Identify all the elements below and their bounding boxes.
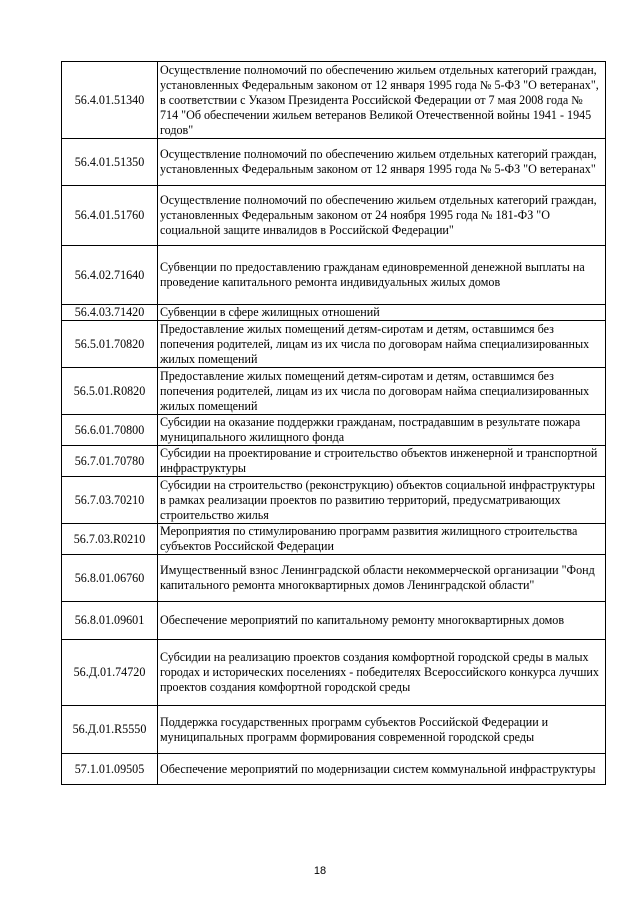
table-row — [62, 246, 606, 305]
classification-code: 56.4.03.71420 — [62, 305, 158, 321]
classification-code: 56.7.03.70210 — [62, 477, 158, 524]
table-row — [62, 305, 606, 321]
classification-code: 56.4.01.51350 — [62, 139, 158, 186]
classification-description: Осуществление полномочий по обеспечению жильем отдельных категорий граждан, установленных Федеральным законом от 12 января 1995 года № 5-ФЗ "О ветеранах", в соответствии с Указом Президента Российской Федерации от 7 мая 2008 года № 714 "Об обеспечении жильем ветеранов Великой Отечественной войны 1941 - 1945 годов" — [158, 62, 606, 139]
classification-description: Субсидии на строительство (реконструкцию) объектов социальной инфраструктуры в рамках реализации проектов по развитию территорий, предусматривающих строительство жилья — [158, 477, 606, 524]
table-row — [62, 446, 606, 477]
classification-description: Осуществление полномочий по обеспечению жильем отдельных категорий граждан, установленных Федеральным законом от 12 января 1995 года № 5-ФЗ "О ветеранах" — [158, 139, 606, 186]
classification-code: 56.Д.01.74720 — [62, 640, 158, 706]
table-row — [62, 368, 606, 415]
table-row — [62, 555, 606, 602]
page-number: 18 — [313, 865, 327, 877]
table-row — [62, 62, 606, 139]
classification-code: 56.4.01.51760 — [62, 186, 158, 246]
classification-code: 56.4.01.51340 — [62, 62, 158, 139]
classification-description: Предоставление жилых помещений детям-сиротам и детям, оставшимся без попечения родителей, лицам из их числа по договорам найма специализированных жилых помещений — [158, 321, 606, 368]
table-row — [62, 139, 606, 186]
classification-description: Субсидии на оказание поддержки гражданам, пострадавшим в результате пожара муниципального жилищного фонда — [158, 415, 606, 446]
classification-code: 56.5.01.R0820 — [62, 368, 158, 415]
table-row — [62, 754, 606, 785]
classification-description: Предоставление жилых помещений детям-сиротам и детям, оставшимся без попечения родителей, лицам из их числа по договорам найма специализированных жилых помещений — [158, 368, 606, 415]
classification-description: Имущественный взнос Ленинградской области некоммерческой организации "Фонд капитального ремонта многоквартирных домов Ленинградской области" — [158, 555, 606, 602]
classification-code: 56.6.01.70800 — [62, 415, 158, 446]
classification-description: Поддержка государственных программ субъектов Российской Федерации и муниципальных программ формирования современной городской среды — [158, 706, 606, 754]
classification-description: Субсидии на проектирование и строительство объектов инженерной и транспортной инфраструктуры — [158, 446, 606, 477]
table-row — [62, 186, 606, 246]
table-row — [62, 321, 606, 368]
classification-description: Обеспечение мероприятий по капитальному ремонту многоквартирных домов — [158, 602, 606, 640]
table-row — [62, 640, 606, 706]
classification-description: Обеспечение мероприятий по модернизации систем коммунальной инфраструктуры — [158, 754, 606, 785]
classification-code: 56.8.01.06760 — [62, 555, 158, 602]
classification-code: 56.Д.01.R5550 — [62, 706, 158, 754]
classification-code: 56.7.01.70780 — [62, 446, 158, 477]
classification-code: 56.5.01.70820 — [62, 321, 158, 368]
classification-description: Субвенции в сфере жилищных отношений — [158, 305, 606, 321]
table-row — [62, 524, 606, 555]
classification-description: Мероприятия по стимулированию программ развития жилищного строительства субъектов Российской Федерации — [158, 524, 606, 555]
table-row — [62, 602, 606, 640]
table-row — [62, 706, 606, 754]
classification-code: 57.1.01.09505 — [62, 754, 158, 785]
classification-code: 56.4.02.71640 — [62, 246, 158, 305]
classification-code: 56.8.01.09601 — [62, 602, 158, 640]
classification-description: Субсидии на реализацию проектов создания комфортной городской среды в малых городах и исторических поселениях - победителях Всероссийского конкурса лучших проектов создания комфортной городской среды — [158, 640, 606, 706]
budget-codes-table — [61, 61, 606, 785]
table-row — [62, 477, 606, 524]
table-row — [62, 415, 606, 446]
classification-code: 56.7.03.R0210 — [62, 524, 158, 555]
classification-description: Осуществление полномочий по обеспечению жильем отдельных категорий граждан, установленных Федеральным законом от 24 ноября 1995 года № 181-ФЗ "О социальной защите инвалидов в Российской Федерации" — [158, 186, 606, 246]
classification-description: Субвенции по предоставлению гражданам единовременной денежной выплаты на проведение капитального ремонта индивидуальных жилых домов — [158, 246, 606, 305]
